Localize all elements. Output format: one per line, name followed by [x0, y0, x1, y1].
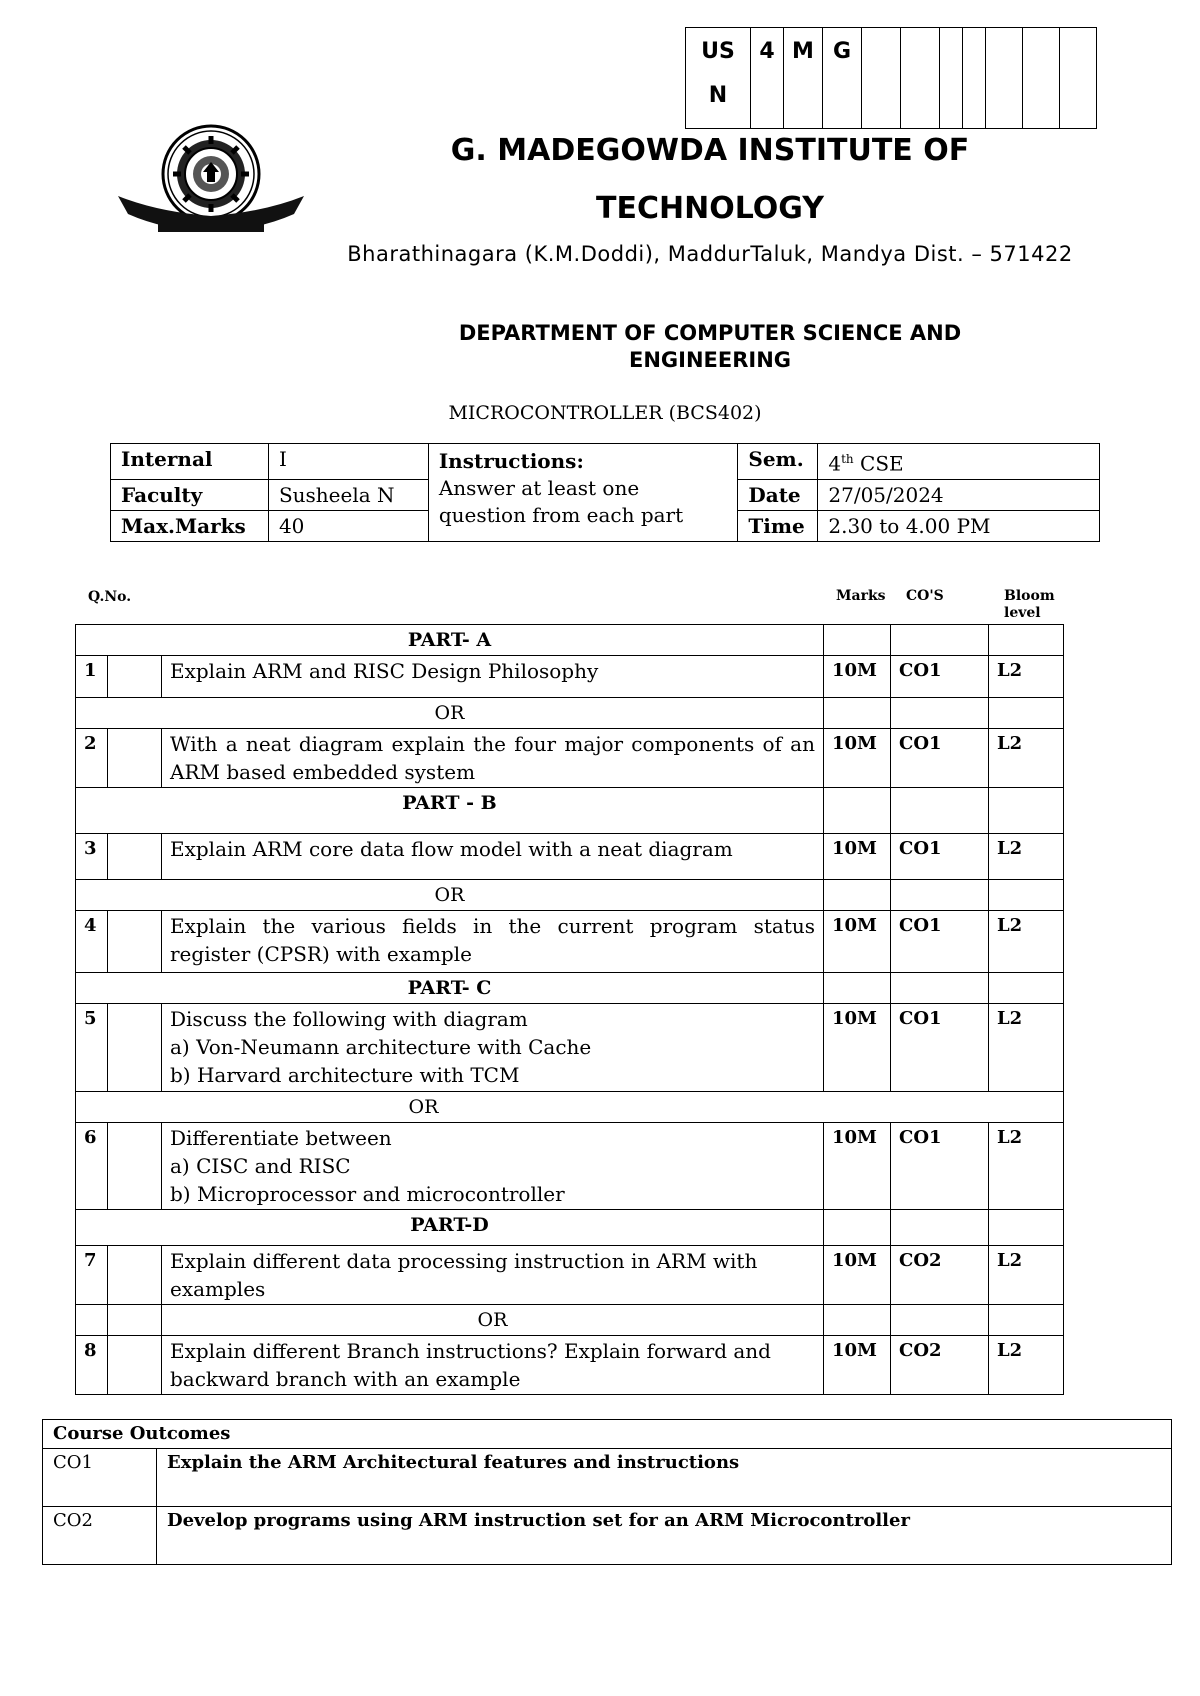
sem-value: 4th CSE — [818, 444, 1100, 480]
date-label: Date — [738, 479, 818, 510]
max-marks-value: 40 — [268, 510, 428, 541]
usn-box — [685, 27, 1097, 129]
question-marks: 10M — [824, 1123, 891, 1210]
table-row — [76, 911, 1064, 973]
question-number: 5 — [76, 1004, 108, 1092]
question-co: CO1 — [891, 834, 989, 880]
department-title: DEPARTMENT OF COMPUTER SCIENCE AND ENGINEERING — [458, 321, 962, 372]
usn-cell — [963, 28, 986, 129]
question-level: L2 — [989, 834, 1064, 880]
question-marks: 10M — [824, 1004, 891, 1092]
usn-cell: 4 — [751, 28, 784, 129]
question-co: CO1 — [891, 729, 989, 788]
question-marks: 10M — [824, 656, 891, 698]
question-marks: 10M — [824, 1336, 891, 1395]
college-emblem-icon — [118, 122, 304, 240]
college-logo — [118, 122, 304, 240]
question-level: L2 — [989, 656, 1064, 698]
question-number: 4 — [76, 911, 108, 973]
question-text: Discuss the following with diagram a) Von-Neumann architecture with Cache b) Harvard architecture with TCM — [162, 1004, 824, 1092]
table-row — [76, 1004, 1064, 1092]
usn-label: US N — [686, 28, 751, 129]
outcome-code: CO2 — [43, 1507, 157, 1565]
table-row — [43, 1449, 1172, 1507]
or-separator: OR — [162, 1305, 824, 1336]
question-text: Explain different data processing instruction in ARM with examples — [162, 1246, 824, 1305]
instructions-cell — [428, 444, 738, 542]
faculty-value: Susheela N — [268, 479, 428, 510]
marks-header: Marks — [836, 588, 886, 604]
question-co: CO1 — [891, 656, 989, 698]
table-row — [76, 1336, 1064, 1395]
question-level: L2 — [989, 1004, 1064, 1092]
question-number: 6 — [76, 1123, 108, 1210]
question-text: Explain ARM core data flow model with a neat diagram — [162, 834, 824, 880]
table-row — [43, 1507, 1172, 1565]
question-co: CO2 — [891, 1246, 989, 1305]
usn-cell: G — [823, 28, 862, 129]
question-marks: 10M — [824, 1246, 891, 1305]
usn-cell — [1023, 28, 1060, 129]
internal-label: Internal — [111, 444, 269, 480]
part-d-heading: PART-D — [76, 1210, 824, 1246]
question-text: Explain ARM and RISC Design Philosophy — [162, 656, 824, 698]
question-level: L2 — [989, 1246, 1064, 1305]
question-text: With a neat diagram explain the four major components of an ARM based embedded system — [162, 729, 824, 788]
time-label: Time — [738, 510, 818, 541]
course-outcomes-table — [42, 1419, 1172, 1565]
question-level: L2 — [989, 911, 1064, 973]
question-number: 3 — [76, 834, 108, 880]
usn-cell — [986, 28, 1023, 129]
bloom-header: Bloom level — [1004, 588, 1055, 621]
subject-title: MICROCONTROLLER (BCS402) — [448, 402, 762, 424]
table-row — [76, 1246, 1064, 1305]
question-text: Explain the various fields in the current program status register (CPSR) with example — [162, 911, 824, 973]
part-c-heading: PART- C — [76, 973, 824, 1004]
exam-info-table — [110, 443, 1100, 542]
questions-table — [75, 624, 1064, 1395]
part-a-heading: PART- A — [76, 625, 824, 656]
question-level: L2 — [989, 1123, 1064, 1210]
question-marks: 10M — [824, 729, 891, 788]
question-number: 2 — [76, 729, 108, 788]
institute-name: G. MADEGOWDA INSTITUTE OF TECHNOLOGY — [450, 133, 970, 226]
course-outcomes-title: Course Outcomes — [43, 1420, 1172, 1449]
question-co: CO1 — [891, 911, 989, 973]
or-separator: OR — [76, 698, 824, 729]
question-number: 7 — [76, 1246, 108, 1305]
institute-address: Bharathinagara (K.M.Doddi), MaddurTaluk, Mandya Dist. – 571422 — [347, 242, 1073, 266]
outcome-description: Develop programs using ARM instruction set for an ARM Microcontroller — [157, 1507, 1172, 1565]
table-row — [76, 1123, 1064, 1210]
or-separator: OR — [76, 1092, 1064, 1123]
table-row — [76, 729, 1064, 788]
question-co: CO1 — [891, 1123, 989, 1210]
or-separator: OR — [76, 880, 824, 911]
question-co: CO2 — [891, 1336, 989, 1395]
time-value: 2.30 to 4.00 PM — [818, 510, 1100, 541]
outcome-code: CO1 — [43, 1449, 157, 1507]
table-row — [76, 834, 1064, 880]
faculty-label: Faculty — [111, 479, 269, 510]
qno-header: Q.No. — [88, 589, 132, 605]
question-text: Explain different Branch instructions? Explain forward and backward branch with an example — [162, 1336, 824, 1395]
usn-cell — [862, 28, 901, 129]
usn-cell: M — [784, 28, 823, 129]
cos-header: CO'S — [906, 588, 944, 604]
question-level: L2 — [989, 729, 1064, 788]
question-number: 8 — [76, 1336, 108, 1395]
instructions-text: Answer at least one question from each part — [438, 476, 684, 527]
question-co: CO1 — [891, 1004, 989, 1092]
outcome-description: Explain the ARM Architectural features and instructions — [157, 1449, 1172, 1507]
date-value: 27/05/2024 — [818, 479, 1100, 510]
usn-cell — [1060, 28, 1097, 129]
instructions-label: Instructions: — [438, 449, 584, 473]
internal-value: I — [268, 444, 428, 480]
question-number: 1 — [76, 656, 108, 698]
question-text: Differentiate between a) CISC and RISC b) Microprocessor and microcontroller — [162, 1123, 824, 1210]
question-marks: 10M — [824, 834, 891, 880]
usn-cell — [901, 28, 940, 129]
part-b-heading: PART - B — [76, 788, 824, 834]
max-marks-label: Max.Marks — [111, 510, 269, 541]
sem-label: Sem. — [738, 444, 818, 480]
table-row — [76, 656, 1064, 698]
usn-cell — [940, 28, 963, 129]
question-level: L2 — [989, 1336, 1064, 1395]
question-marks: 10M — [824, 911, 891, 973]
